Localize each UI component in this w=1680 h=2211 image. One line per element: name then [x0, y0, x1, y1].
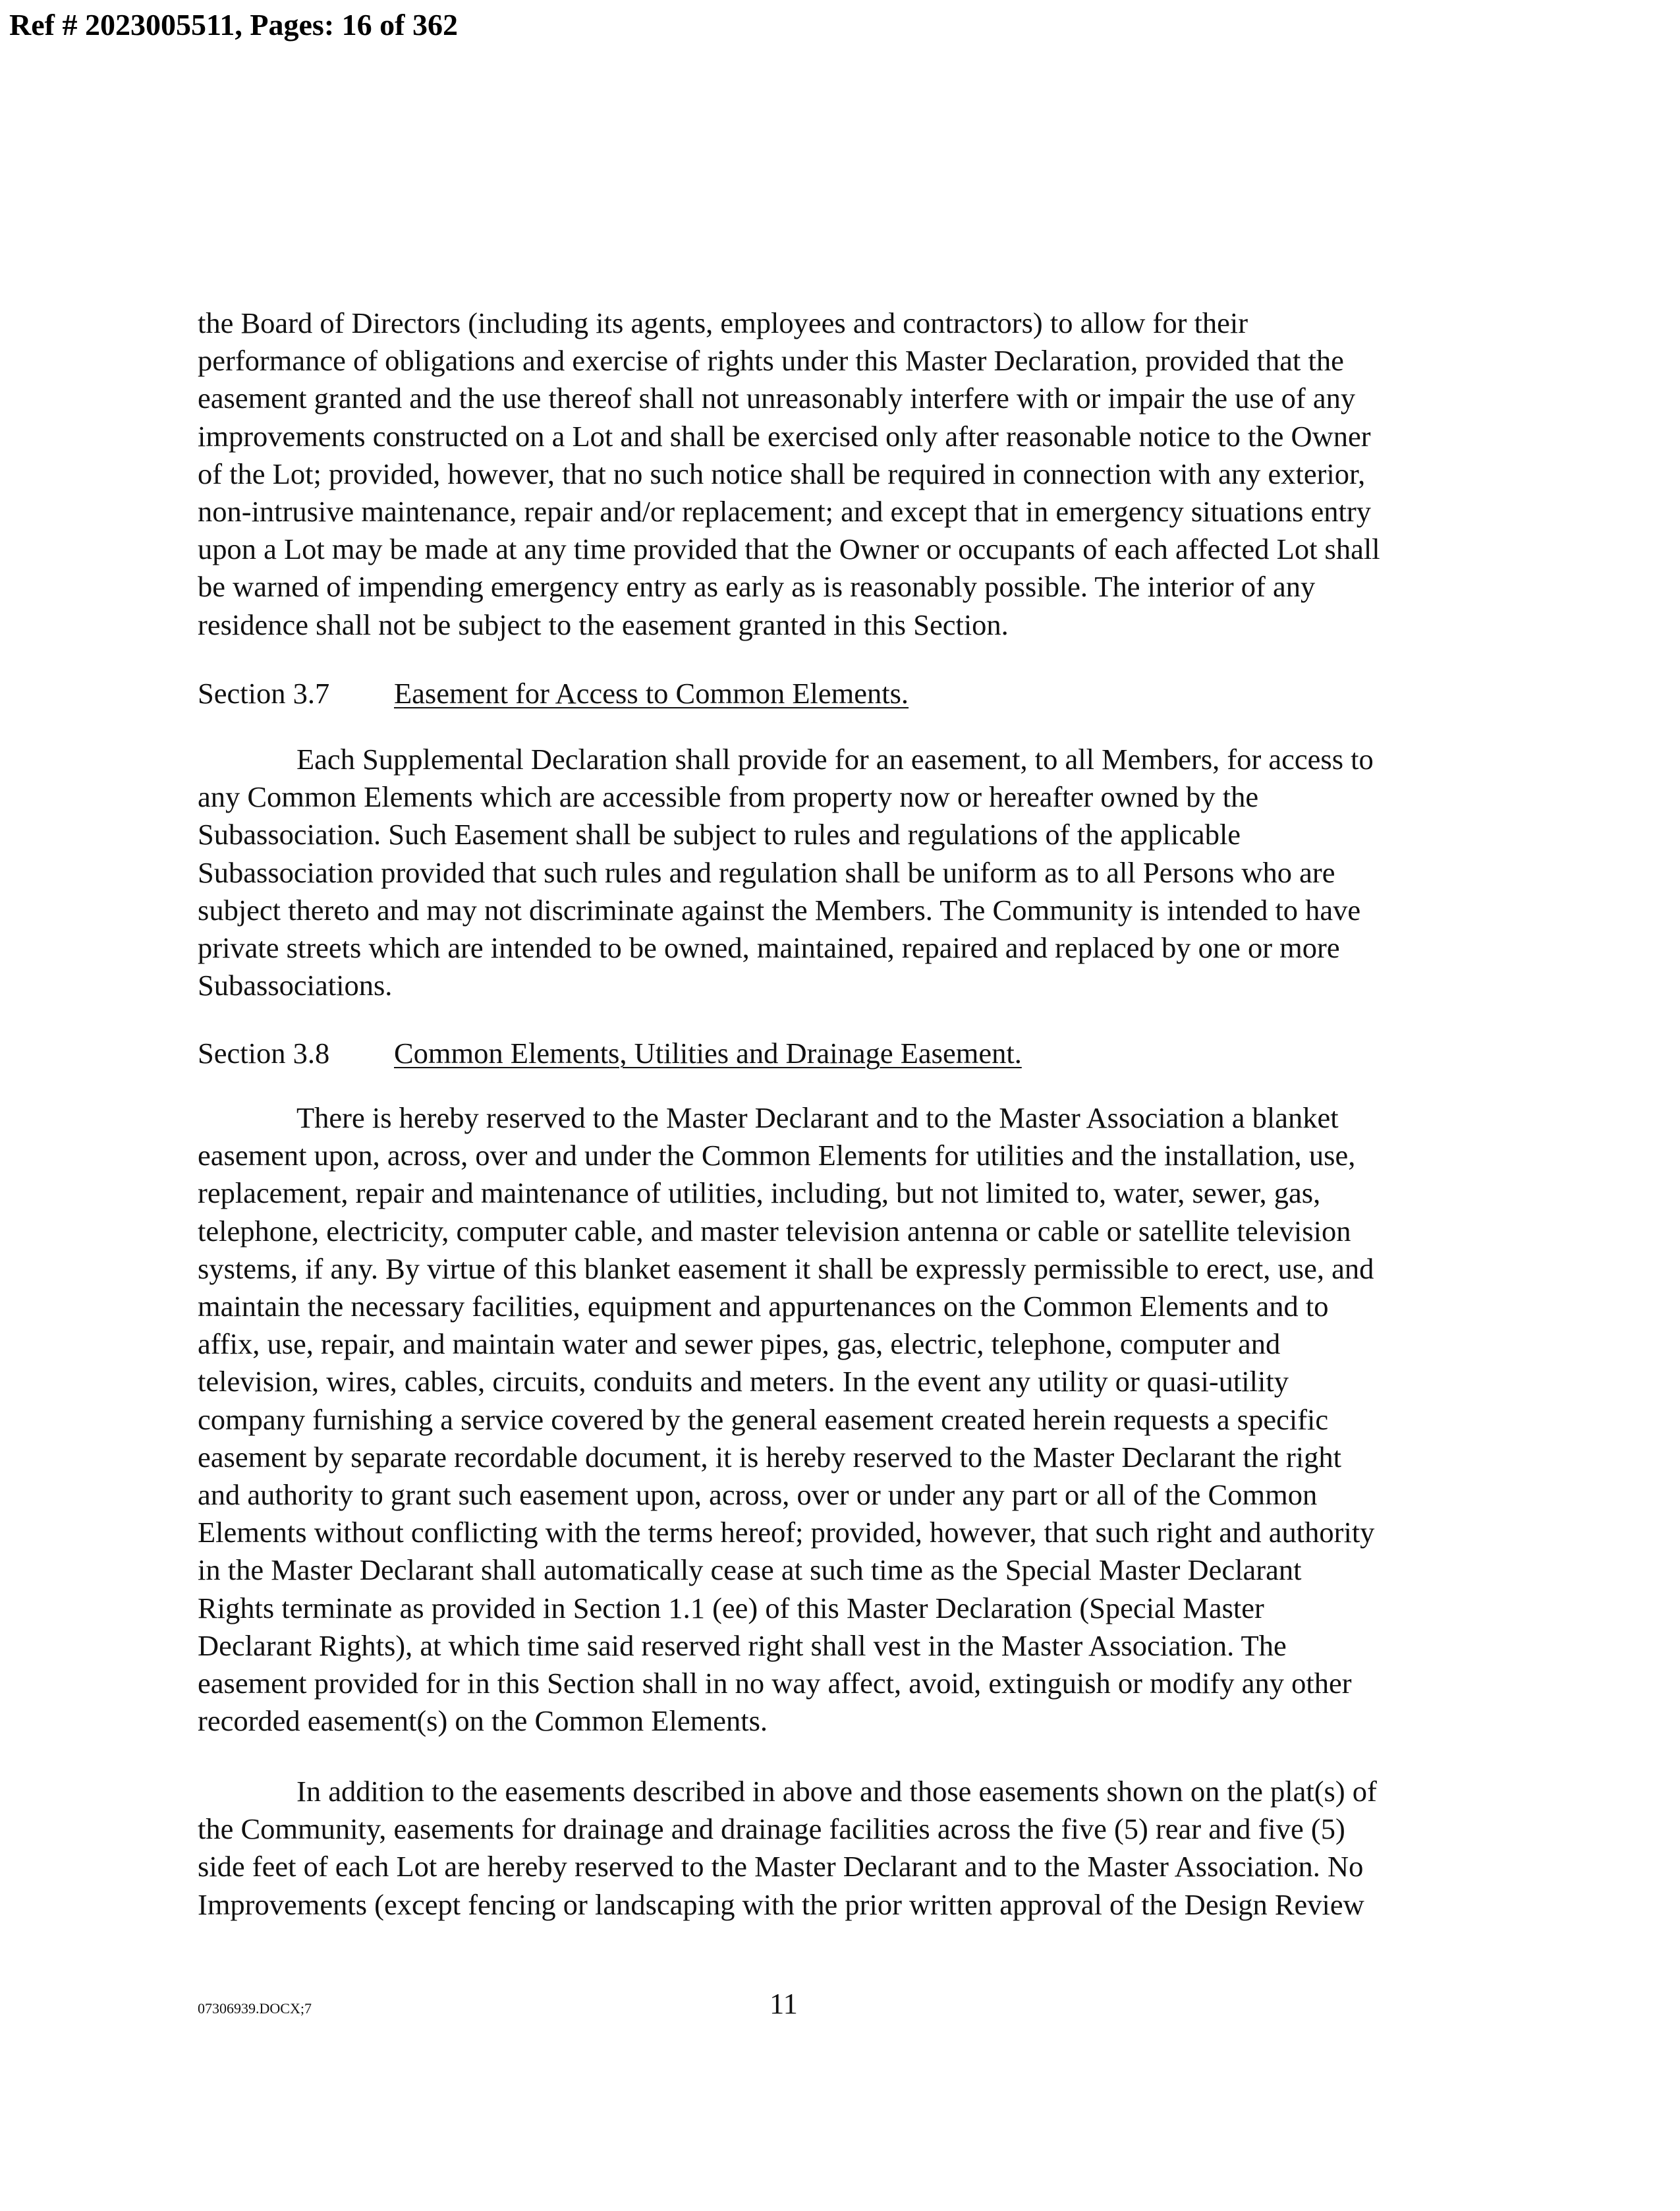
text-line: Subassociation. Such Easement shall be subject to rules and regulations of the applicable: [198, 818, 1241, 851]
text-line: subject thereto and may not discriminate against the Members. The Community is intended to have: [198, 893, 1361, 927]
section-3-7-heading: [198, 675, 909, 712]
section-title: Common Elements, Utilities and Drainage Easement.: [394, 1037, 1022, 1070]
text-line: recorded easement(s) on the Common Elements.: [198, 1704, 768, 1738]
text-line: upon a Lot may be made at any time provided that the Owner or occupants of each affected Lot shall: [198, 532, 1380, 566]
text-line: non-intrusive maintenance, repair and/or replacement; and except that in emergency situations entry: [198, 495, 1371, 529]
section-title: Easement for Access to Common Elements.: [394, 677, 909, 710]
section-3-8-paragraph-2: [198, 1773, 1528, 1924]
text-line: in the Master Declarant shall automatically cease at such time as the Special Master Declarant: [198, 1553, 1302, 1587]
text-line: There is hereby reserved to the Master Declarant and to the Master Association a blanket: [296, 1101, 1339, 1134]
text-line: and authority to grant such easement upon, across, over or under any part or all of the Common: [198, 1478, 1318, 1512]
continuation-paragraph: [198, 304, 1528, 644]
text-line: be warned of impending emergency entry as early as is reasonably possible. The interior of any: [198, 570, 1316, 604]
section-3-8-paragraph-1: [198, 1099, 1528, 1740]
section-3-8-heading: [198, 1035, 1022, 1072]
text-line: any Common Elements which are accessible from property now or hereafter owned by the: [198, 780, 1259, 814]
text-line: easement upon, across, over and under the Common Elements for utilities and the installation, use,: [198, 1139, 1356, 1172]
text-line: affix, use, repair, and maintain water and sewer pipes, gas, electric, telephone, computer and: [198, 1327, 1281, 1361]
text-line: maintain the necessary facilities, equipment and appurtenances on the Common Elements and to: [198, 1290, 1329, 1323]
text-line: private streets which are intended to be owned, maintained, repaired and replaced by one or more: [198, 931, 1340, 965]
text-line: side feet of each Lot are hereby reserved to the Master Declarant and to the Master Association. No: [198, 1850, 1364, 1883]
recording-reference-header: Ref # 2023005511, Pages: 16 of 362: [9, 8, 458, 42]
page-number: 11: [770, 1987, 798, 2020]
text-line: telephone, electricity, computer cable, and master television antenna or cable or satellite television: [198, 1214, 1351, 1248]
text-line: Rights terminate as provided in Section 1.1 (ee) of this Master Declaration (Special Master: [198, 1591, 1264, 1624]
text-line: systems, if any. By virtue of this blanket easement it shall be expressly permissible to erect, use, and: [198, 1251, 1374, 1285]
text-line: Improvements (except fencing or landscaping with the prior written approval of the Design Review: [198, 1887, 1364, 1921]
section-3-7-paragraph: [198, 741, 1528, 1004]
document-id: 07306939.DOCX;7: [198, 2000, 312, 2017]
text-line: Each Supplemental Declaration shall provide for an easement, to all Members, for access to: [296, 743, 1374, 776]
text-line: Elements without conflicting with the terms hereof; provided, however, that such right and authority: [198, 1516, 1375, 1549]
text-line: easement granted and the use thereof shall not unreasonably interfere with or impair the use of any: [198, 382, 1356, 415]
text-line: performance of obligations and exercise of rights under this Master Declaration, provided that the: [198, 344, 1344, 378]
text-line: In addition to the easements described in above and those easements shown on the plat(s) of: [296, 1775, 1377, 1808]
text-line: of the Lot; provided, however, that no such notice shall be required in connection with any exterior,: [198, 457, 1366, 490]
text-line: company furnishing a service covered by the general easement created herein requests a specific: [198, 1402, 1329, 1436]
text-line: the Community, easements for drainage and drainage facilities across the five (5) rear and five (5): [198, 1812, 1345, 1846]
text-line: easement by separate recordable document, it is hereby reserved to the Master Declarant the right: [198, 1440, 1341, 1474]
text-line: easement provided for in this Section shall in no way affect, avoid, extinguish or modify any other: [198, 1667, 1352, 1700]
text-line: Subassociations.: [198, 969, 393, 1002]
text-line: Declarant Rights), at which time said reserved right shall vest in the Master Association. The: [198, 1628, 1287, 1662]
section-number: Section 3.8: [198, 1037, 330, 1070]
text-line: Subassociation provided that such rules and regulation shall be uniform as to all Persons who are: [198, 855, 1335, 889]
text-line: television, wires, cables, circuits, conduits and meters. In the event any utility or quasi-utility: [198, 1365, 1289, 1398]
text-line: residence shall not be subject to the easement granted in this Section.: [198, 608, 1009, 641]
text-line: the Board of Directors (including its agents, employees and contractors) to allow for their: [198, 306, 1248, 339]
text-line: improvements constructed on a Lot and shall be exercised only after reasonable notice to the Owner: [198, 419, 1371, 453]
text-line: replacement, repair and maintenance of utilities, including, but not limited to, water, sewer, gas,: [198, 1176, 1321, 1210]
section-number: Section 3.7: [198, 677, 330, 710]
